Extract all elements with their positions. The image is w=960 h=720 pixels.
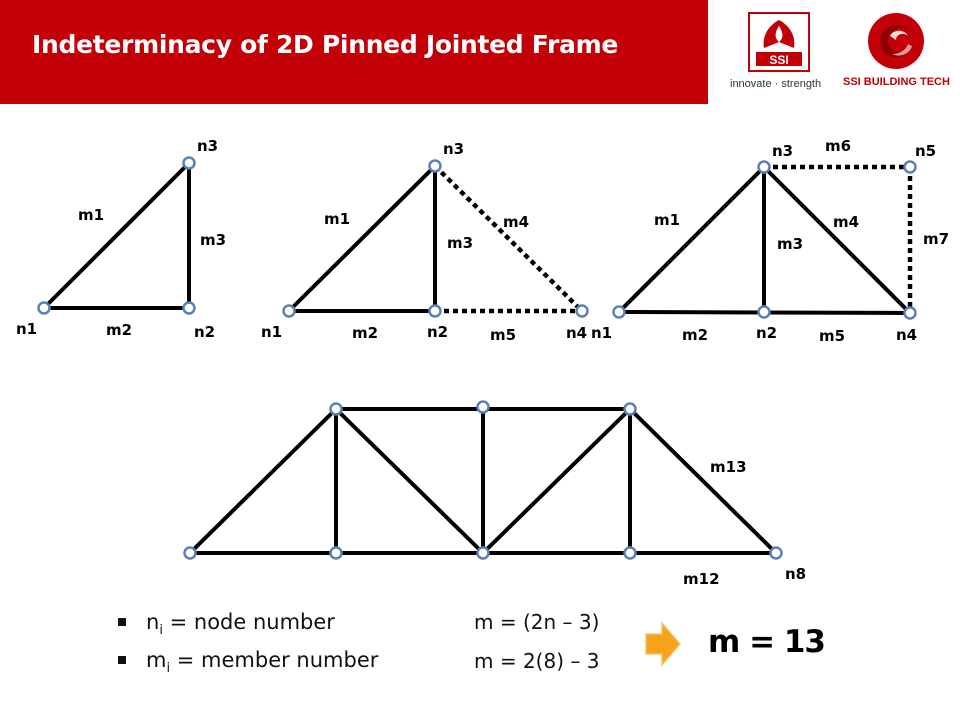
label-m2: m2	[352, 324, 379, 342]
node-n2	[430, 306, 441, 317]
node-n5	[905, 162, 916, 173]
label-n5: n5	[915, 142, 937, 160]
node-n1	[39, 303, 50, 314]
node-n3	[184, 158, 195, 169]
member-diagonal-1	[336, 409, 483, 553]
ssi-logo-text: SSI	[769, 53, 789, 67]
label-n2: n2	[194, 323, 216, 341]
node-7	[625, 404, 636, 415]
label-n3: n3	[443, 140, 465, 158]
member-1	[190, 409, 336, 553]
result-value: m = 13	[708, 624, 826, 660]
label-n4: n4	[896, 326, 918, 344]
label-m5: m5	[819, 327, 846, 345]
label-n8: n8	[785, 565, 807, 583]
node-n3	[430, 161, 441, 172]
node-1	[185, 548, 196, 559]
member-diagonal-2	[483, 409, 630, 553]
bullet-icon	[118, 618, 126, 626]
equation-formula: m = (2n – 3)	[474, 610, 600, 634]
node-4	[625, 548, 636, 559]
frame-diagram-3	[619, 167, 910, 313]
member-m1	[44, 163, 189, 308]
frame-diagram-4	[190, 409, 776, 553]
label-m3: m3	[200, 231, 227, 249]
label-m3: m3	[777, 235, 804, 253]
bullet-icon	[118, 656, 126, 664]
label-m1: m1	[324, 210, 351, 228]
node-5	[331, 404, 342, 415]
equation-substituted: m = 2(8) – 3	[474, 649, 600, 673]
label-n3: n3	[197, 137, 219, 155]
node-n3	[759, 162, 770, 173]
label-n2: n2	[427, 323, 449, 341]
label-m13: m13	[710, 458, 747, 476]
label-m3: m3	[447, 234, 474, 252]
building-tech-text: SSI BUILDING TECH	[843, 76, 950, 88]
frame-diagram-2	[289, 166, 582, 311]
node-3	[478, 548, 489, 559]
node-n1	[284, 306, 295, 317]
label-m7: m7	[923, 230, 950, 248]
label-m1: m1	[654, 211, 681, 229]
node-n1	[614, 307, 625, 318]
label-n2: n2	[756, 324, 778, 342]
label-m2: m2	[682, 326, 709, 344]
label-n1: n1	[16, 320, 38, 338]
frame-diagram-1	[44, 163, 189, 308]
node-n4	[905, 308, 916, 319]
tagline: innovate · strength	[730, 78, 822, 90]
label-m5: m5	[490, 326, 517, 344]
arrow-right-icon	[644, 620, 682, 668]
member-m13	[630, 409, 776, 553]
node-n8	[771, 548, 782, 559]
label-n3: n3	[772, 142, 794, 160]
node-n2	[184, 303, 195, 314]
label-n1: n1	[591, 324, 613, 342]
label-m4: m4	[503, 213, 530, 231]
member-m1	[289, 166, 435, 311]
label-m12: m12	[683, 570, 720, 588]
node-2	[331, 548, 342, 559]
label-n1: n1	[261, 323, 283, 341]
label-m4: m4	[833, 213, 860, 231]
node-6	[478, 402, 489, 413]
label-n4: n4	[566, 324, 588, 342]
label-m6: m6	[825, 137, 852, 155]
node-n2	[759, 307, 770, 318]
node-n4	[577, 306, 588, 317]
label-m2: m2	[106, 321, 133, 339]
label-m1: m1	[78, 206, 105, 224]
member-m1	[619, 167, 764, 312]
page-title: Indeterminacy of 2D Pinned Jointed Frame	[32, 30, 618, 59]
